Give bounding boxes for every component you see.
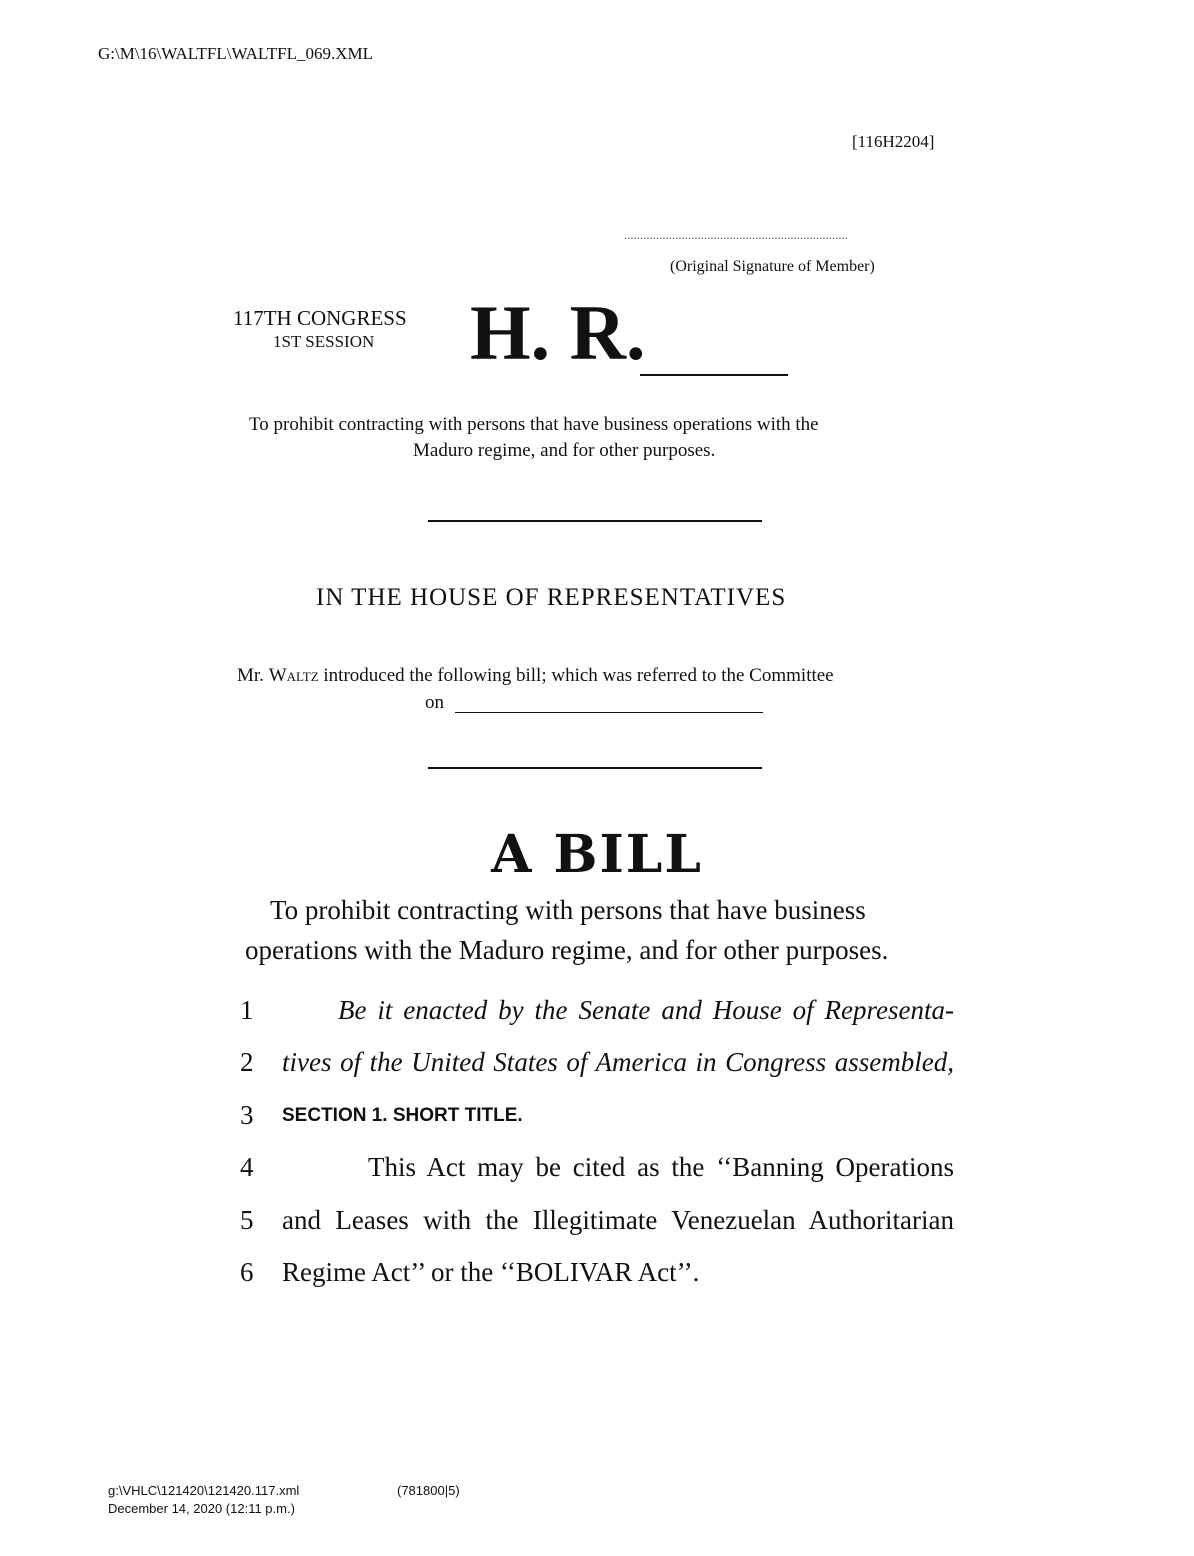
short-title-text-part2: and Leases with the Illegitimate Venezuelan Authoritarian <box>282 1205 954 1235</box>
introduction-rest: introduced the following bill; which was referred to the Committee <box>318 665 834 686</box>
short-title-text-part1: This Act may be cited as the ‘‘Banning Operations <box>368 1152 954 1182</box>
long-title-line2: operations with the Maduro regime, and for other purposes. <box>245 935 889 965</box>
signature-caption: (Original Signature of Member) <box>670 258 875 275</box>
footer-job-code: (781800|5) <box>397 1483 460 1498</box>
introduction-prefix: Mr. <box>237 665 269 686</box>
divider-1 <box>428 520 762 522</box>
body-line-5 <box>240 1205 960 1245</box>
chamber-heading: IN THE HOUSE OF REPRESENTATIVES <box>316 584 787 611</box>
footer-timestamp: December 14, 2020 (12:11 p.m.) <box>108 1501 295 1516</box>
body-line-6 <box>240 1257 960 1297</box>
committee-blank <box>455 712 763 713</box>
introduction-line2: on <box>425 692 444 713</box>
bill-number-blank <box>640 374 788 376</box>
signature-line: ...................................................................... <box>624 228 848 242</box>
introduction-line1 <box>237 665 834 687</box>
congress-label: 117TH CONGRESS <box>233 306 407 330</box>
bill-title: A BILL <box>491 824 703 885</box>
body-line-1 <box>240 995 960 1035</box>
short-title-text-part3: Regime Act’’ or the ‘‘BOLIVAR Act’’. <box>282 1257 700 1287</box>
line-number: 3 <box>240 1100 254 1130</box>
line-number: 4 <box>240 1152 254 1182</box>
long-title-line1: To prohibit contracting with persons that have business <box>270 895 866 925</box>
session-label: 1ST SESSION <box>273 332 375 351</box>
short-description-line1: To prohibit contracting with persons that have business operations with the <box>249 414 819 435</box>
enacting-clause-part2: tives of the United States of America in Congress assembled, <box>282 1047 954 1077</box>
sponsor-name: Waltz <box>268 665 319 686</box>
short-description-line2: Maduro regime, and for other purposes. <box>413 440 716 461</box>
body-line-3 <box>240 1100 960 1140</box>
section-heading: SECTION 1. SHORT TITLE. <box>282 1105 523 1126</box>
draft-code: [116H2204] <box>852 132 935 151</box>
body-line-4 <box>240 1152 960 1192</box>
line-number: 5 <box>240 1205 254 1235</box>
divider-2 <box>428 767 762 769</box>
line-number: 6 <box>240 1257 254 1287</box>
file-path-header: G:\M\16\WALTFL\WALTFL_069.XML <box>98 44 374 63</box>
footer-file-path: g:\VHLC\121420\121420.117.xml <box>108 1483 300 1498</box>
enacting-clause-part1: Be it enacted by the Senate and House of Representa- <box>338 995 954 1025</box>
line-number: 1 <box>240 995 254 1025</box>
bill-designation: H. R. <box>470 289 646 376</box>
body-line-2 <box>240 1047 960 1087</box>
line-number: 2 <box>240 1047 254 1077</box>
